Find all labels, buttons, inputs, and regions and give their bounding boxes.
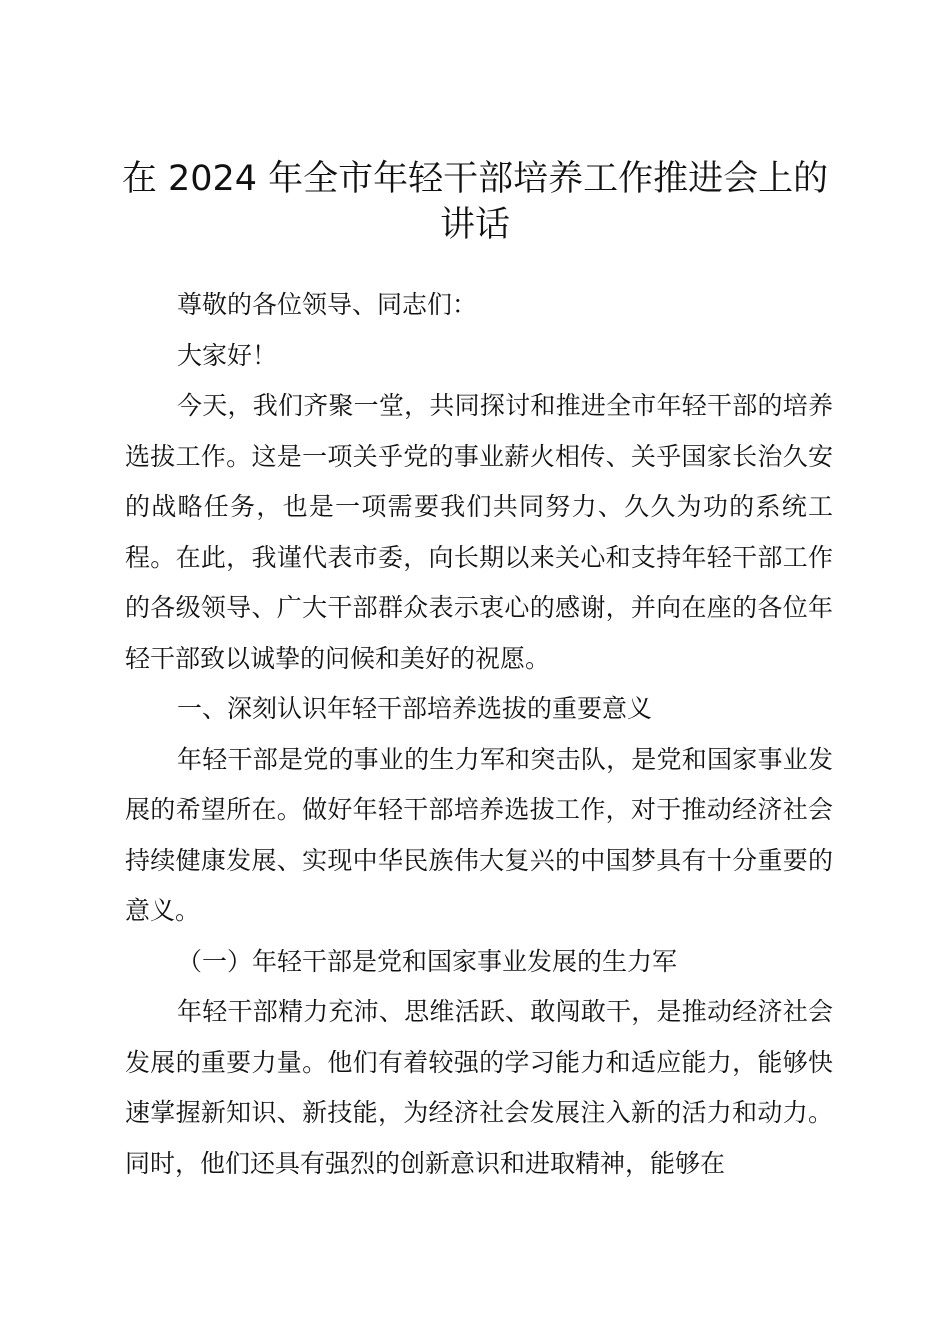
document-body [125, 280, 833, 1189]
salutation: 尊敬的各位领导、同志们： [177, 290, 478, 319]
document-title: 在 2024 年全市年轻干部培养工作推进会上的讲话 [121, 159, 829, 245]
opening-paragraph: 今天，我们齐聚一堂，共同探讨和推进全市年轻干部的培养选拔工作。这是一项关乎党的事业薪火相传、关乎国家长治久安的战略任务，也是一项需要我们共同努力、久久为功的系统工程。在此，我谨代表市委，向长期以来关心和支持年轻干部工作的各级领导、广大干部群众表示衷心的感谢，并向在座的各位年轻干部致以诚挚的问候和美好的祝愿。 [125, 391, 833, 673]
subsection-heading-1: （一）年轻干部是党和国家事业发展的生力军 [177, 946, 678, 976]
section-heading-1: 一、深刻认识年轻干部培养选拔的重要意义 [177, 694, 653, 723]
section-1-paragraph: 年轻干部是党的事业的生力军和突击队，是党和国家事业发展的希望所在。做好年轻干部培养选拔工作，对于推动经济社会持续健康发展、实现中华民族伟大复兴的中国梦具有十分重要的意义。 [125, 744, 833, 925]
greeting: 大家好！ [177, 340, 278, 370]
subsection-1-paragraph: 年轻干部精力充沛、思维活跃、敢闯敢干，是推动经济社会发展的重要力量。他们有着较强的学习能力和适应能力，能够快速掌握新知识、新技能，为经济社会发展注入新的活力和动力。同时，他们还具有强烈的创新意识和进取精神，能够在 [125, 997, 833, 1178]
